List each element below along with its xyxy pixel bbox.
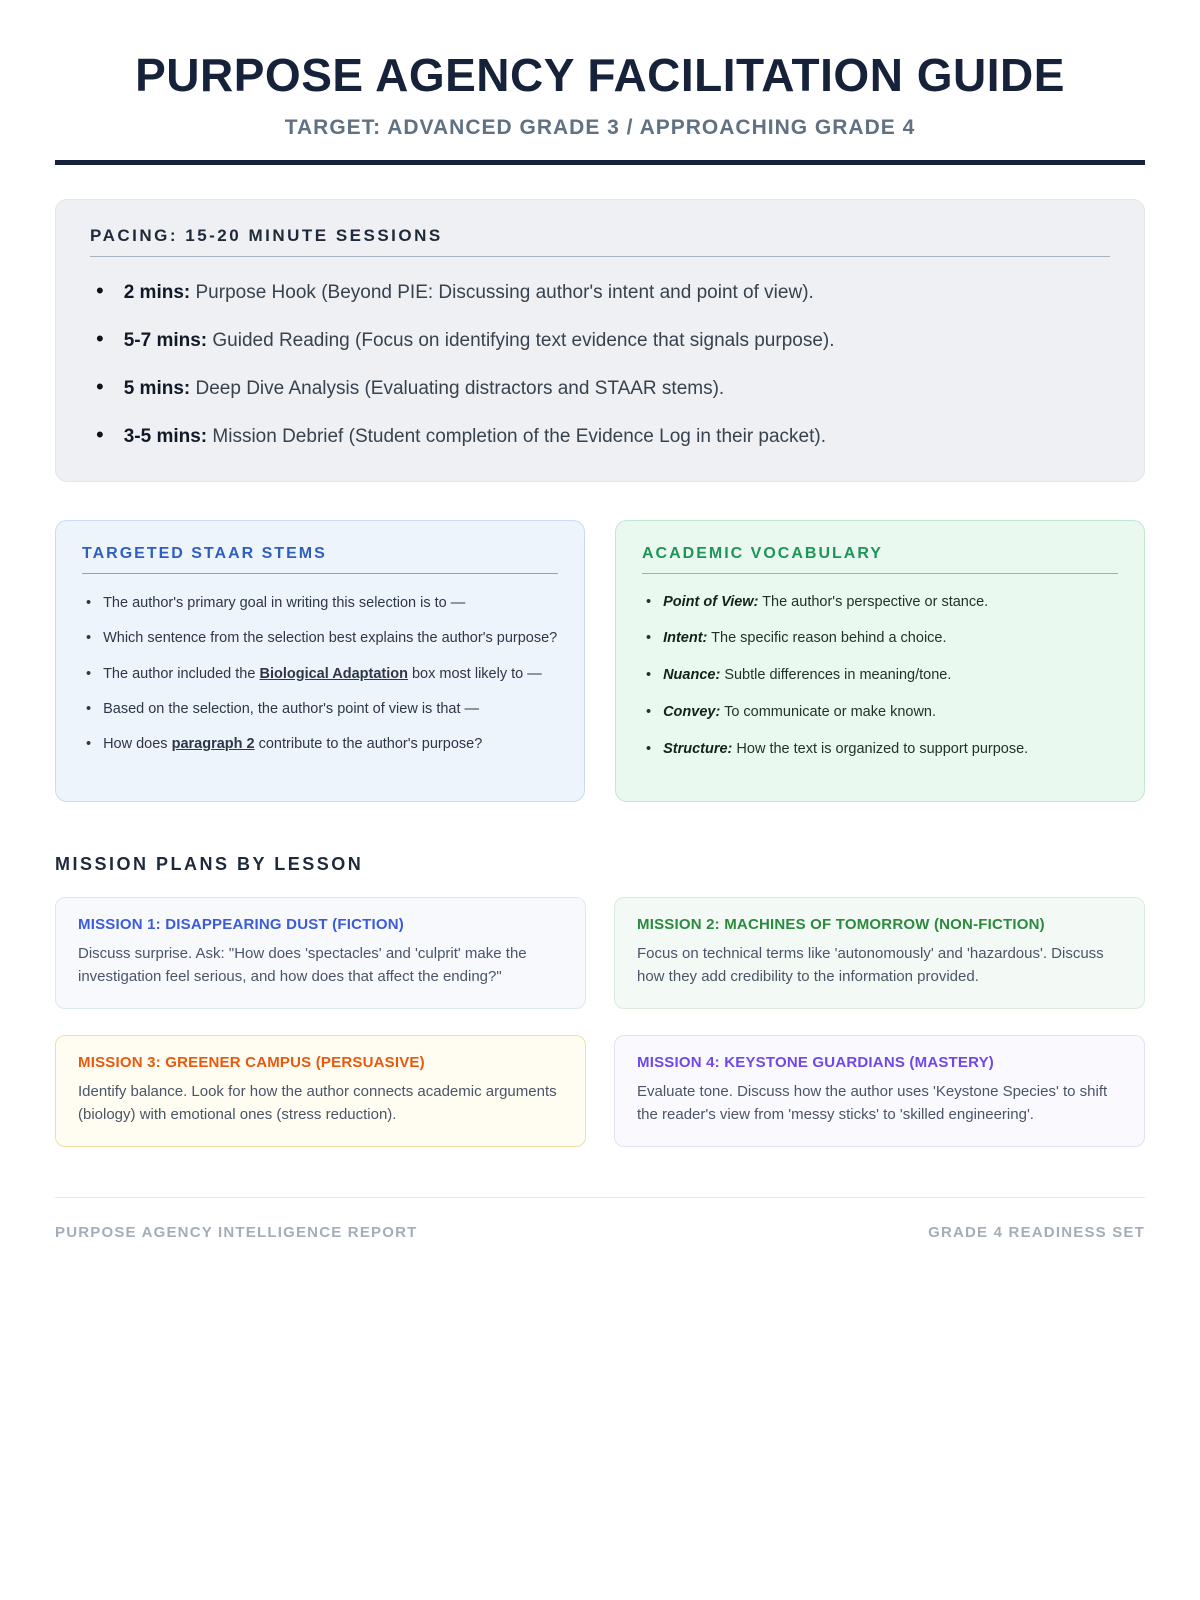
vocab-definition: The author's perspective or stance. [758, 593, 989, 610]
pacing-item-time: 5-7 mins: [123, 329, 208, 351]
pacing-panel [55, 199, 1145, 482]
stem-item [82, 627, 558, 649]
vocab-term: Nuance: [663, 667, 721, 684]
page-title: PURPOSE AGENCY FACILITATION GUIDE [135, 49, 1065, 101]
vocab-definition: The specific reason behind a choice. [707, 630, 947, 647]
stem-item [82, 698, 558, 720]
stem-text: The author included the [103, 665, 260, 682]
vocab-term: Convey: [663, 703, 721, 720]
pacing-item [90, 275, 1110, 307]
pacing-item-time: 3-5 mins: [123, 425, 208, 447]
vocab-definition: How the text is organized to support purpose. [732, 740, 1029, 757]
stem-text: Which sentence from the selection best explains the author's purpose? [103, 630, 558, 647]
pacing-item [90, 323, 1110, 355]
vocab-item [642, 702, 1118, 724]
stem-text: contribute to the author's purpose? [254, 736, 483, 753]
vocab-list [642, 592, 1118, 761]
vocab-term: Structure: [663, 740, 733, 757]
mission-title: MISSION 4: KEYSTONE GUARDIANS (MASTERY) [637, 1054, 994, 1072]
mission-body: Discuss surprise. Ask: "How does 'spectacles' and 'culprit' make the investigation feel serious, and how does that affect the ending?" [78, 945, 527, 985]
missions-section [55, 854, 1145, 1147]
mission-card-4 [614, 1035, 1145, 1147]
pacing-item-text: Mission Debrief (Student completion of the Evidence Log in their packet). [207, 425, 827, 447]
mission-title: MISSION 3: GREENER CAMPUS (PERSUASIVE) [78, 1054, 425, 1072]
mission-body: Evaluate tone. Discuss how the author uses 'Keystone Species' to shift the reader's view from 'messy sticks' to 'skilled engineering'. [637, 1083, 1108, 1123]
stem-emphasis: paragraph 2 [171, 736, 255, 753]
vocab-panel [615, 520, 1145, 803]
stems-panel [55, 520, 585, 803]
columns [55, 520, 1145, 803]
mission-body: Identify balance. Look for how the author connects academic arguments (biology) with emotional ones (stress reduction). [78, 1083, 557, 1123]
stems-list [82, 592, 558, 756]
stem-text: How does [103, 736, 172, 753]
stem-text: box most likely to — [407, 665, 542, 682]
header-rule [55, 160, 1145, 165]
stem-item [82, 592, 558, 614]
pacing-item [90, 419, 1110, 451]
footer [55, 1197, 1145, 1241]
pacing-item [90, 371, 1110, 403]
page-subtitle: TARGET: ADVANCED GRADE 3 / APPROACHING GRADE 4 [284, 116, 916, 139]
vocab-heading: ACADEMIC VOCABULARY [642, 545, 1118, 574]
missions-heading: MISSION PLANS BY LESSON [55, 854, 364, 875]
mission-title: MISSION 2: MACHINES OF TOMORROW (NON-FICTION) [637, 916, 1045, 934]
vocab-definition: To communicate or make known. [720, 703, 937, 720]
stems-heading: TARGETED STAAR STEMS [82, 545, 558, 574]
mission-body: Focus on technical terms like 'autonomously' and 'hazardous'. Discuss how they add credibility to the information provided. [637, 945, 1104, 985]
stem-text: The author's primary goal in writing this selection is to — [103, 594, 466, 611]
vocab-term: Intent: [663, 630, 708, 647]
stem-text: Based on the selection, the author's point of view is that — [103, 700, 480, 717]
header [55, 48, 1145, 165]
pacing-item-text: Guided Reading (Focus on identifying text evidence that signals purpose). [207, 329, 835, 351]
footer-right: GRADE 4 READINESS SET [928, 1224, 1145, 1242]
vocab-item [642, 628, 1118, 650]
vocab-item [642, 592, 1118, 614]
footer-left: PURPOSE AGENCY INTELLIGENCE REPORT [55, 1224, 418, 1242]
stem-item [82, 733, 558, 755]
vocab-definition: Subtle differences in meaning/tone. [720, 667, 952, 684]
mission-card-1 [55, 897, 586, 1009]
mission-card-3 [55, 1035, 586, 1147]
vocab-term: Point of View: [663, 593, 759, 610]
pacing-item-time: 5 mins: [123, 377, 191, 399]
vocab-item [642, 739, 1118, 761]
stem-emphasis: Biological Adaptation [259, 665, 408, 682]
pacing-item-text: Deep Dive Analysis (Evaluating distractors and STAAR stems). [190, 377, 725, 399]
pacing-item-time: 2 mins: [123, 282, 191, 303]
mission-title: MISSION 1: DISAPPEARING DUST (FICTION) [78, 916, 404, 934]
vocab-item [642, 665, 1118, 687]
pacing-heading: PACING: 15-20 MINUTE SESSIONS [90, 226, 1110, 257]
missions-grid [55, 897, 1145, 1147]
mission-card-2 [614, 897, 1145, 1009]
stem-item [82, 663, 558, 685]
pacing-list [90, 275, 1110, 451]
pacing-item-text: Purpose Hook (Beyond PIE: Discussing author's intent and point of view). [190, 282, 814, 303]
